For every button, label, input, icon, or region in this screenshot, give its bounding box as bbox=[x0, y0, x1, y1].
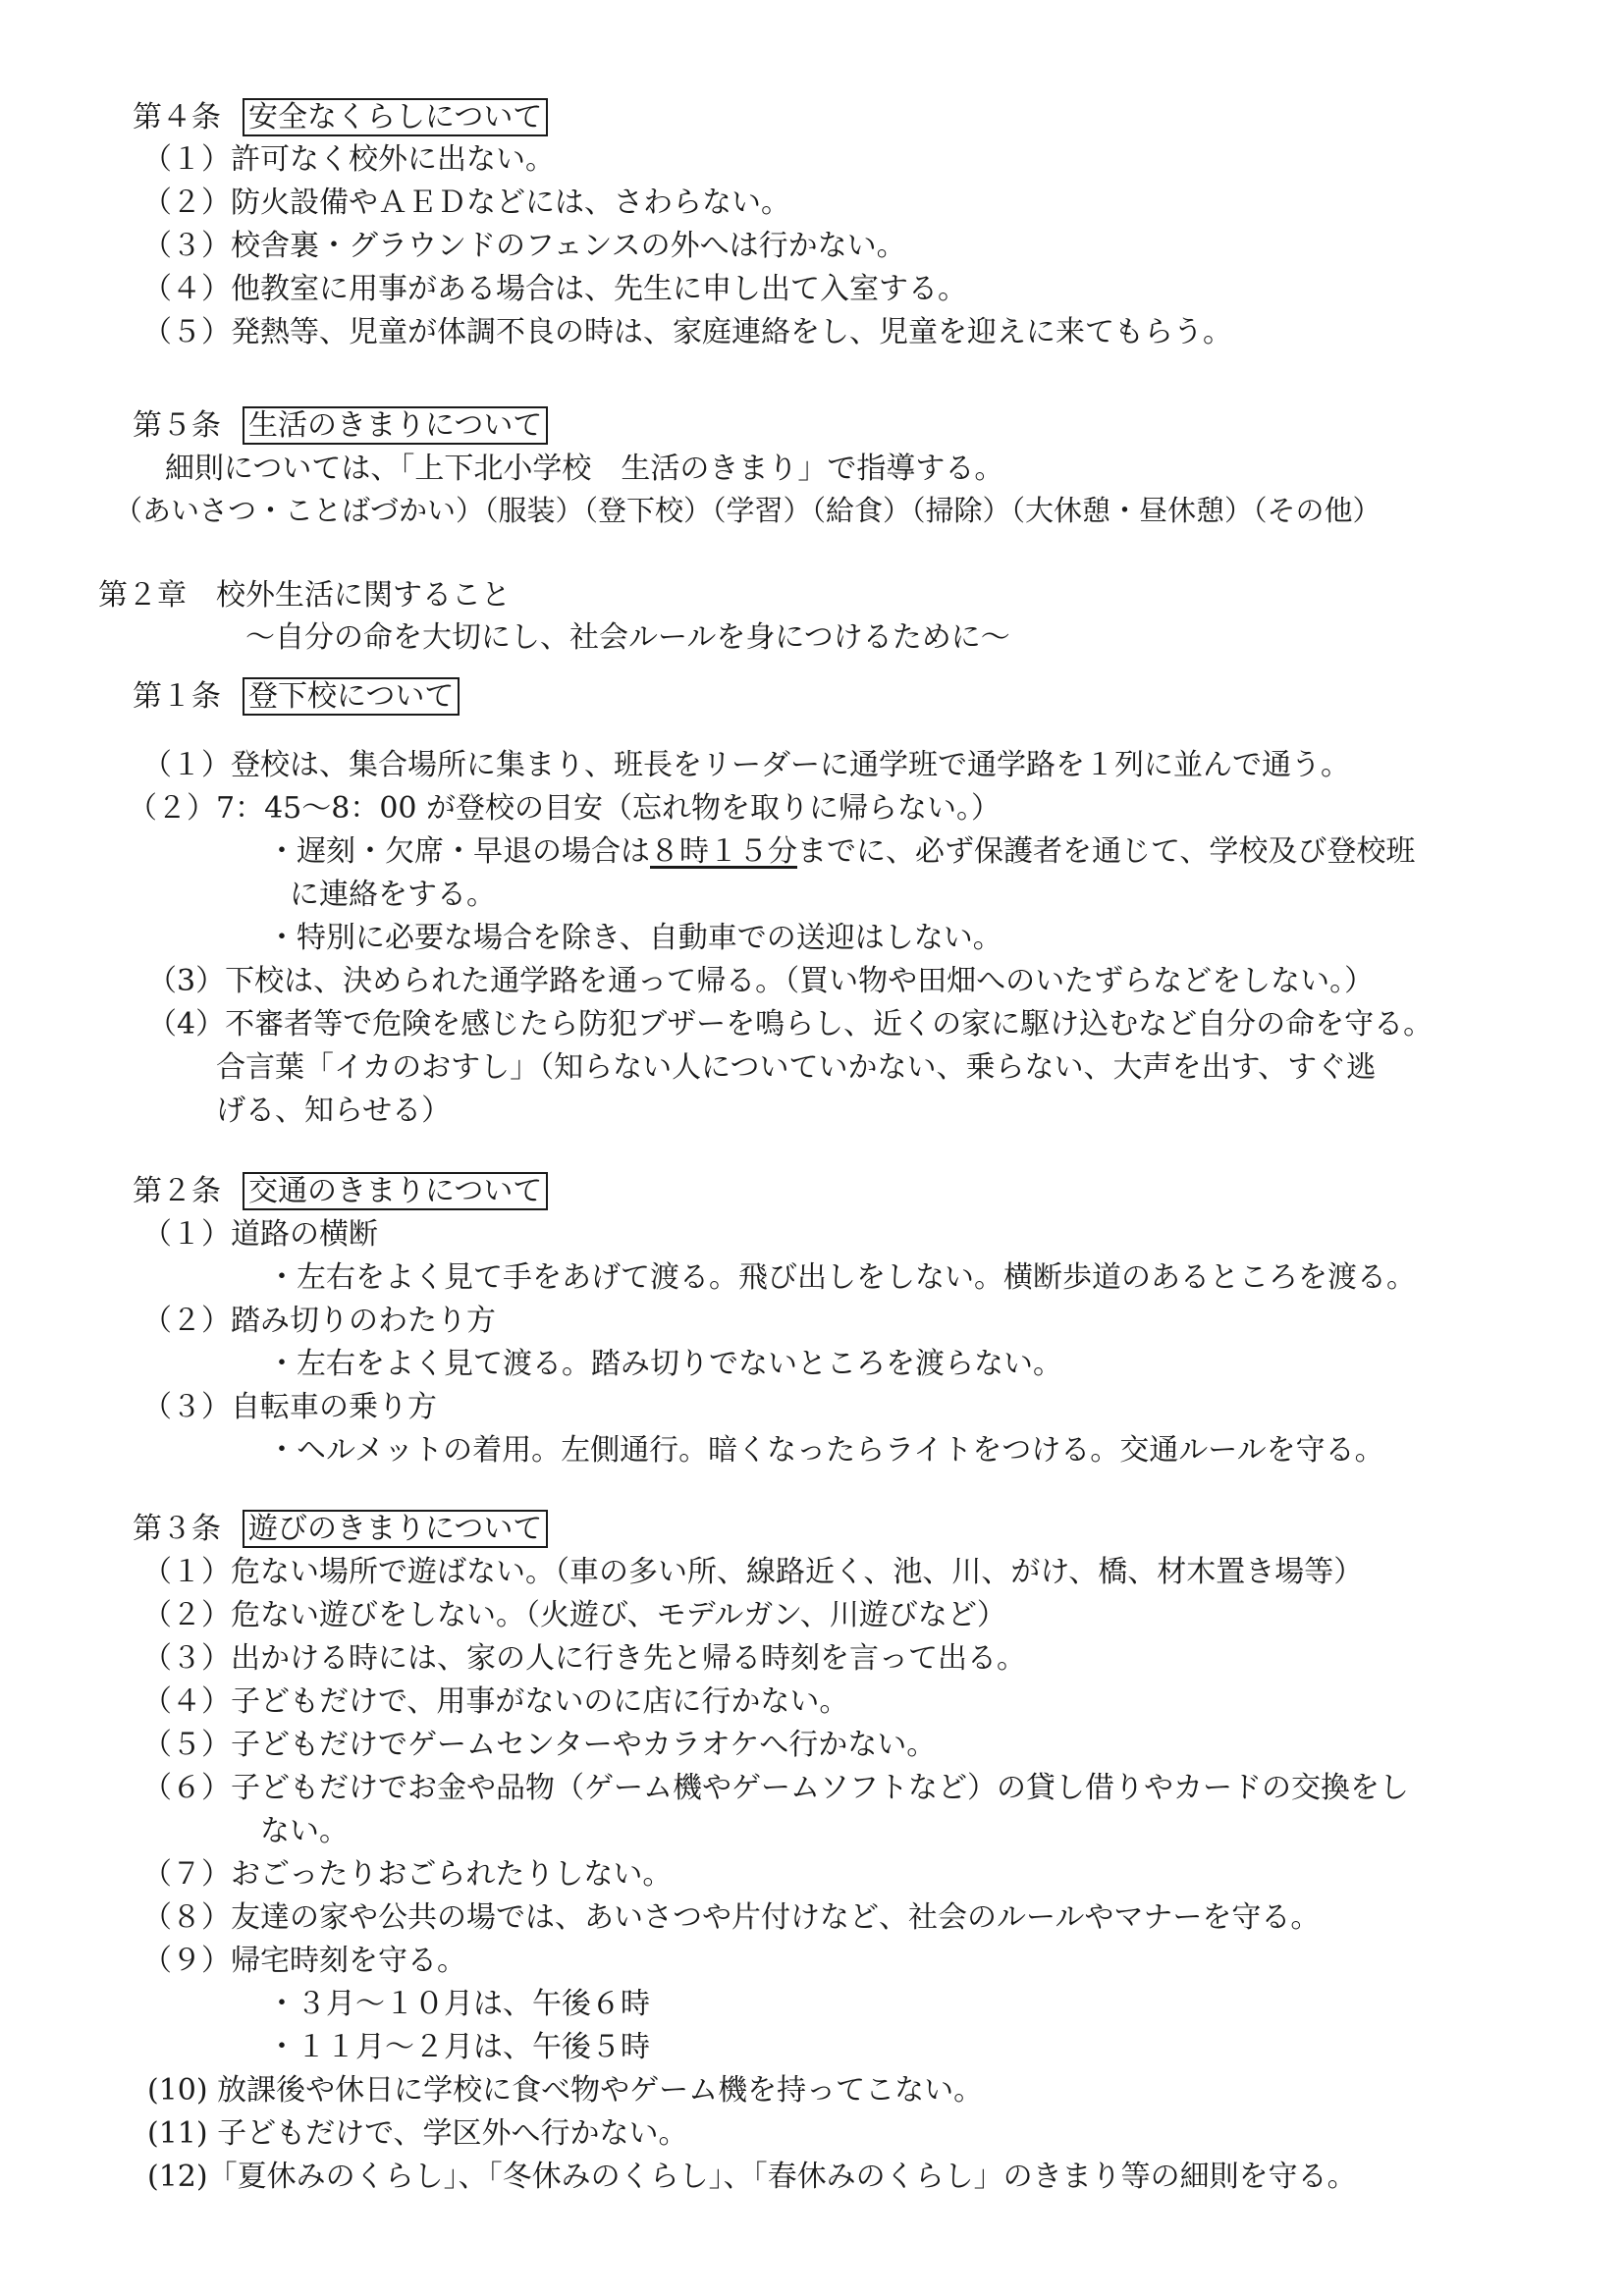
list-item: （９）帰宅時刻を守る。 bbox=[142, 1944, 466, 1978]
list-item: （５）発熱等、児童が体調不良の時は、家庭連絡をし、児童を迎えに来てもらう。 bbox=[142, 315, 1232, 349]
paragraph: （あいさつ・ことばづかい）（服装）（登下校）（学習）（給食）（掃除）（大休憩・昼休憩）（その他） bbox=[114, 494, 1381, 527]
article-5-heading bbox=[133, 406, 548, 446]
article-title: 交通のきまりについて bbox=[243, 1172, 548, 1210]
article-number: 第５条 bbox=[133, 408, 221, 443]
list-item: （２）踏み切りのわたり方 bbox=[142, 1304, 496, 1338]
article-number: 第４条 bbox=[133, 100, 221, 134]
article-title: 生活のきまりについて bbox=[243, 406, 548, 445]
article-4-heading bbox=[133, 98, 548, 137]
list-item: （３）校舎裏・グラウンドのフェンスの外へは行かない。 bbox=[142, 229, 906, 263]
list-item: (12)「夏休みのくらし」、「冬休みのくらし」、「春休みのくらし」のきまり等の細則を守る。 bbox=[147, 2160, 1357, 2194]
bullet-item: ・ヘルメットの着用。左側通行。暗くなったらライトをつける。交通ルールを守る。 bbox=[267, 1433, 1384, 1468]
bullet-item: ・左右をよく見て渡る。踏み切りでないところを渡らない。 bbox=[267, 1347, 1062, 1381]
list-continuation: 合言葉「イカのおすし」（知らない人についていかない、乗らない、大声を出す、すぐ逃 bbox=[216, 1050, 1377, 1085]
bullet-text: ・遅刻・欠席・早退の場合は bbox=[267, 834, 650, 869]
list-item: （５）子どもだけでゲームセンターやカラオケへ行かない。 bbox=[142, 1728, 937, 1762]
bullet-continuation: に連絡をする。 bbox=[290, 878, 496, 912]
list-item: （４）子どもだけで、用事がないのに店に行かない。 bbox=[142, 1684, 849, 1719]
chapter-subtitle: ～自分の命を大切にし、社会ルールを身につけるために～ bbox=[245, 620, 1010, 655]
list-item: （８）友達の家や公共の場では、あいさつや片付けなど、社会のルールやマナーを守る。 bbox=[142, 1900, 1321, 1935]
list-item: （3）下校は、決められた通学路を通って帰る。（買い物や田畑へのいたずらなどをしない。） bbox=[147, 964, 1375, 998]
list-item: (11) 子どもだけで、学区外へ行かない。 bbox=[147, 2116, 688, 2151]
article-title: 遊びのきまりについて bbox=[243, 1510, 548, 1548]
article-2-heading bbox=[133, 1172, 548, 1211]
list-item: （３）出かける時には、家の人に行き先と帰る時刻を言って出る。 bbox=[142, 1641, 1026, 1676]
bullet-item bbox=[267, 832, 1415, 872]
list-item: （７）おごったりおごられたりしない。 bbox=[142, 1857, 673, 1892]
list-item: （２）防火設備やＡＥＤなどには、さわらない。 bbox=[142, 186, 790, 220]
article-number: 第２条 bbox=[133, 1174, 221, 1208]
list-item: （１）道路の横断 bbox=[142, 1217, 378, 1252]
article-number: 第３条 bbox=[133, 1512, 221, 1546]
list-item: (10) 放課後や休日に学校に食べ物やゲーム機を持ってこない。 bbox=[147, 2073, 984, 2108]
bullet-item: ・３月～１０月は、午後６時 bbox=[267, 1987, 650, 2021]
list-item: （６）子どもだけでお金や品物（ゲーム機やゲームソフトなど）の貸し借りやカードの交換をし bbox=[142, 1771, 1409, 1805]
paragraph: 細則については、「上下北小学校 生活のきまり」で指導する。 bbox=[165, 452, 1004, 486]
bullet-item: ・１１月～２月は、午後５時 bbox=[267, 2030, 650, 2064]
article-1-heading bbox=[133, 677, 460, 717]
list-item: （１）危ない場所で遊ばない。（車の多い所、線路近く、池、川、がけ、橋、材木置き場等） bbox=[142, 1555, 1364, 1589]
list-item: （３）自転車の乗り方 bbox=[142, 1390, 437, 1424]
list-continuation: げる、知らせる） bbox=[216, 1094, 452, 1128]
article-number: 第１条 bbox=[133, 679, 221, 714]
list-item: （4）不審者等で危険を感じたら防犯ブザーを鳴らし、近くの家に駆け込むなど自分の命を守る。 bbox=[147, 1007, 1434, 1041]
chapter-title: 第２章 校外生活に関すること bbox=[98, 578, 511, 613]
bullet-item: ・左右をよく見て手をあげて渡る。飛び出しをしない。横断歩道のあるところを渡る。 bbox=[267, 1260, 1416, 1295]
list-item: （２）7：45～8：00 が登校の目安（忘れ物を取りに帰らない。） bbox=[128, 791, 1001, 826]
bullet-text: までに、必ず保護者を通じて、学校及び登校班 bbox=[797, 834, 1416, 869]
list-item: （１）登校は、集合場所に集まり、班長をリーダーに通学班で通学路を１列に並んで通う。 bbox=[142, 748, 1350, 782]
deadline-time: ８時１５分 bbox=[650, 834, 797, 869]
bullet-item: ・特別に必要な場合を除き、自動車での送迎はしない。 bbox=[267, 921, 1002, 955]
list-item: （２）危ない遊びをしない。（火遊び、モデルガン、川遊びなど） bbox=[142, 1598, 1006, 1632]
article-title: 安全なくらしについて bbox=[243, 98, 548, 136]
list-item: （１）許可なく校外に出ない。 bbox=[142, 142, 555, 177]
article-title: 登下校について bbox=[243, 677, 460, 716]
list-continuation: ない。 bbox=[260, 1814, 349, 1848]
list-item: （４）他教室に用事がある場合は、先生に申し出て入室する。 bbox=[142, 272, 967, 306]
article-3-heading bbox=[133, 1510, 548, 1549]
